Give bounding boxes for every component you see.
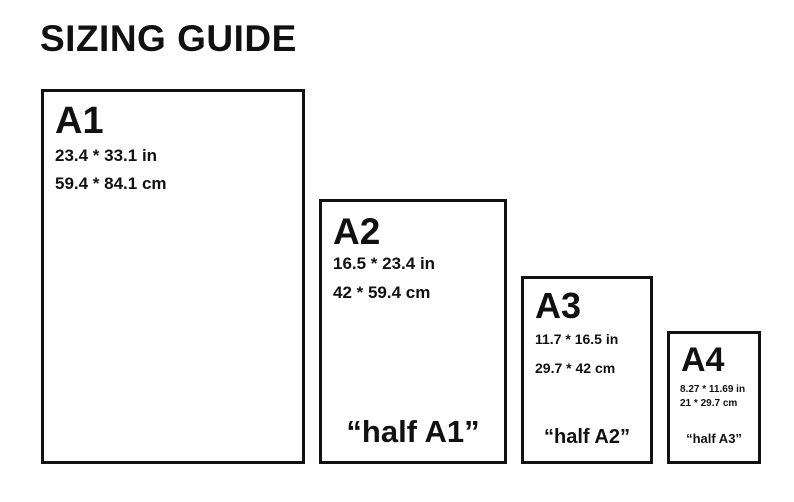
sheet-a2-centimeters: 42 * 59.4 cm [333, 283, 431, 302]
sheet-a2-inches: 16.5 * 23.4 in [333, 254, 436, 273]
sheet-a4 [667, 331, 761, 464]
sheet-a3-inches: 11.7 * 16.5 in [535, 331, 619, 347]
sheet-a2-name: A2 [333, 211, 381, 252]
sheet-a3-note: “half A2” [544, 426, 630, 448]
sheet-a4-note: “half A3” [686, 431, 742, 446]
sheet-a4-name: A4 [681, 341, 725, 379]
sheet-a4-inches: 8.27 * 11.69 in [680, 384, 746, 395]
page-title: SIZING GUIDE [40, 18, 297, 59]
sheet-a1 [41, 89, 305, 464]
sheet-a3-centimeters: 29.7 * 42 cm [535, 360, 616, 376]
sheet-a1-inches: 23.4 * 33.1 in [55, 146, 158, 165]
sheet-a2-note: “half A1” [346, 414, 480, 449]
sheet-a2 [319, 199, 507, 464]
sheet-a1-centimeters: 59.4 * 84.1 cm [55, 174, 167, 193]
sheet-a1-name: A1 [55, 100, 104, 142]
sheet-a3 [521, 276, 653, 464]
sheet-a4-centimeters: 21 * 29.7 cm [680, 398, 738, 409]
sheet-a3-name: A3 [535, 285, 582, 326]
